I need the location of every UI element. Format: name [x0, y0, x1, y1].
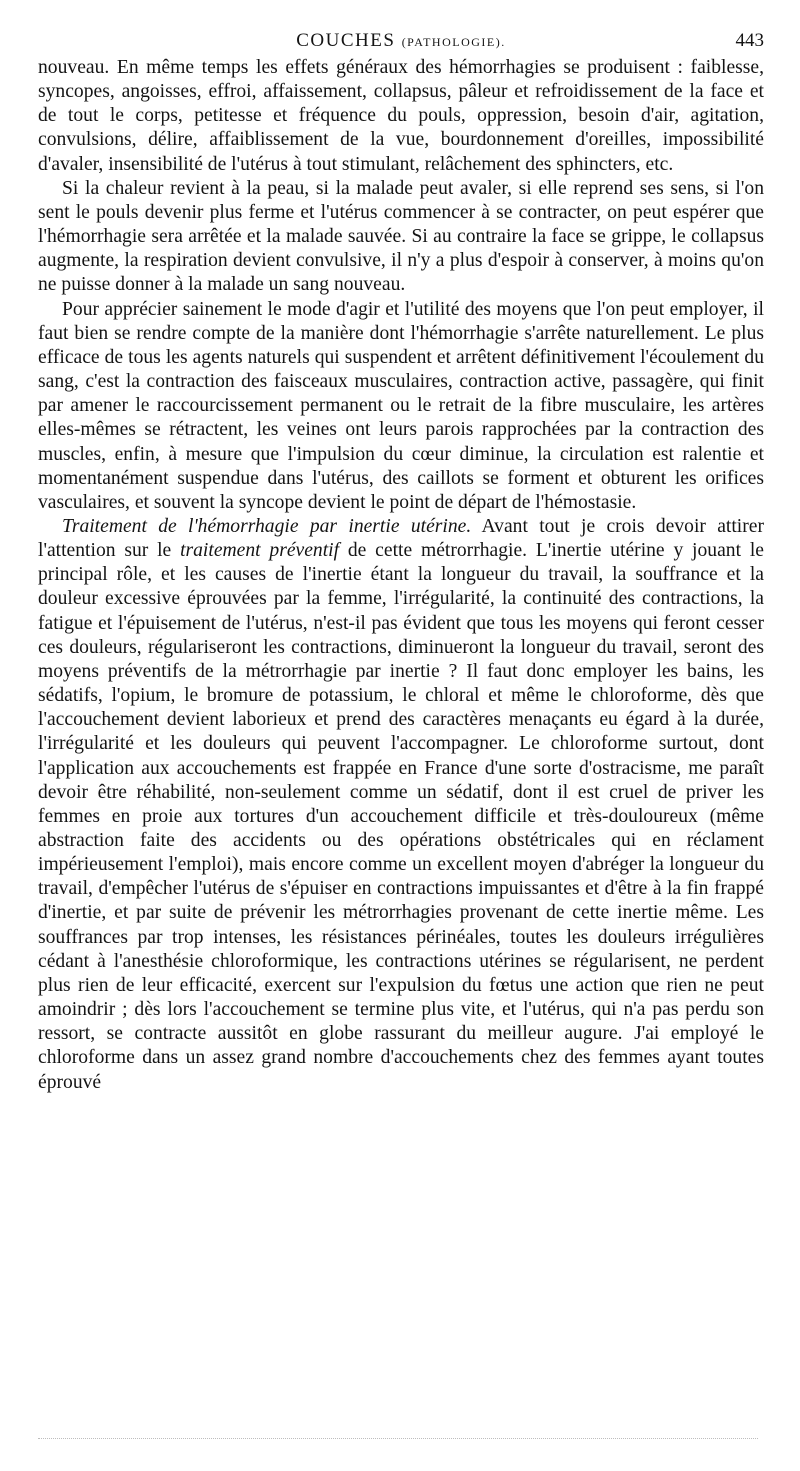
paragraph-1-text: nouveau. En même temps les effets généraux des hémorrhagies se produisent : faiblesse, syncopes, angoisses, effroi, affaissement, collapsus, pâleur et refroidissement de la face et de tout le corps, petitesse et fréquence du pouls, oppression, besoin d'air, agitation, convulsions, délire, affaiblissement de la vue, bourdonnement d'oreilles, impossibilité d'avaler, insensibilité de l'utérus à tout stimulant, relâchement des sphincters, etc. — [38, 57, 764, 175]
paragraph-4 — [38, 515, 764, 1095]
page-number: 443 — [735, 30, 764, 51]
book-page — [38, 30, 764, 1095]
header-title: COUCHES — [296, 30, 396, 51]
body-text — [38, 56, 764, 1095]
section-heading: Traitement de l'hémorrhagie par inertie utérine. — [62, 515, 472, 537]
paragraph-1 — [38, 56, 764, 177]
header-subtitle: (PATHOLOGIE). — [401, 35, 506, 49]
running-head — [38, 30, 764, 56]
italic-term: traitement préventif — [180, 540, 340, 562]
paragraph-4-text: de cette métrorrhagie. L'inertie utérine y jouant le principal rôle, et les causes de l'inertie étant la longueur du travail, la souffrance et la douleur excessive éprouvées par la femme, l'irrégularité, la continuité des contractions, la fatigue et l'épuisement de l'utérus, n'est-il pas évident que tous les moyens qui feront cesser ces douleurs, régulariseront les contractions, diminueront la longueur du travail, seront des moyens préventifs de la métrorrhagie par inertie ? Il faut donc employer les bains, les sédatifs, l'opium, le bromure de potassium, le chloral et même le chloroforme, dès que l'accouchement devient laborieux et prend des caractères menaçants eu égard à la durée, l'irrégularité et les douleurs qui peuvent l'accompagner. Le chloroforme surtout, dont l'application aux accouchements est frappée en France d'une sorte d'ostracisme, me paraît devoir être réhabilité, non-seulement comme un sédatif, dont il est cruel de priver les femmes en proie aux tortures d'un accouchement difficile et très-douloureux (même abstraction faite des accidents ou des opérations obstétricales qui en réclament impérieusement l'emploi), mais encore comme un excellent moyen d'abréger la longueur du travail, d'empêcher l'utérus de s'épuiser en contractions impuissantes et d'être à la fin frappé d'inertie, et par suite de prévenir les métrorrhagies provenant de cette inertie même. Les souffrances par trop intenses, les résistances périnéales, toutes les douleurs irrégulières cédant à l'anesthésie chloroformique, les contractions utérines se régularisent, ne perdent plus rien de leur efficacité, exercent sur l'expulsion du fœtus une action que rien ne peut amoindrir ; dès lors l'accouchement se termine plus vite, et l'utérus, qui n'a pas perdu son ressort, se contracte aussitôt en globe rassurant du meilleur augure. J'ai employé le chloroforme dans un assez grand nombre d'accouchements chez des femmes ayant toutes éprouvé — [38, 540, 764, 1093]
footer-rule — [38, 1438, 758, 1439]
paragraph-3-text: Pour apprécier sainement le mode d'agir et l'utilité des moyens que l'on peut employer, il faut bien se rendre compte de la manière dont l'hémorrhagie s'arrête naturellement. Le plus efficace de tous les agents naturels qui suspendent et arrêtent définitivement l'écoulement du sang, c'est la contraction des faisceaux musculaires, contraction active, passagère, qui finit par amener le raccourcissement permanent ou le retrait de la fibre musculaire, les artères elles-mêmes se rétractent, les veines ont leurs parois rapprochées par la contraction des muscles, enfin, à mesure que l'impulsion du cœur diminue, la circulation est ralentie et momentanément suspendue dans l'utérus, des caillots se forment et obturent les orifices vasculaires, et souvent la syncope devient le point de départ de l'hémostasie. — [38, 298, 764, 513]
paragraph-2-text: Si la chaleur revient à la peau, si la malade peut avaler, si elle reprend ses sens, si l'on sent le pouls devenir plus ferme et l'utérus commencer à se contracter, on peut espérer que l'hémorrhagie sera arrêtée et la malade sauvée. Si au contraire la face se grippe, le collapsus augmente, la respiration devient convulsive, il n'y a plus d'espoir à conserver, à moins qu'on ne puisse donner à la malade un sang nouveau. — [38, 177, 764, 296]
paragraph-4-intro: Avant tout je crois devoir attirer l'attention sur le — [38, 515, 764, 562]
paragraph-2 — [38, 177, 764, 298]
paragraph-3 — [38, 298, 764, 515]
running-title — [38, 30, 764, 52]
